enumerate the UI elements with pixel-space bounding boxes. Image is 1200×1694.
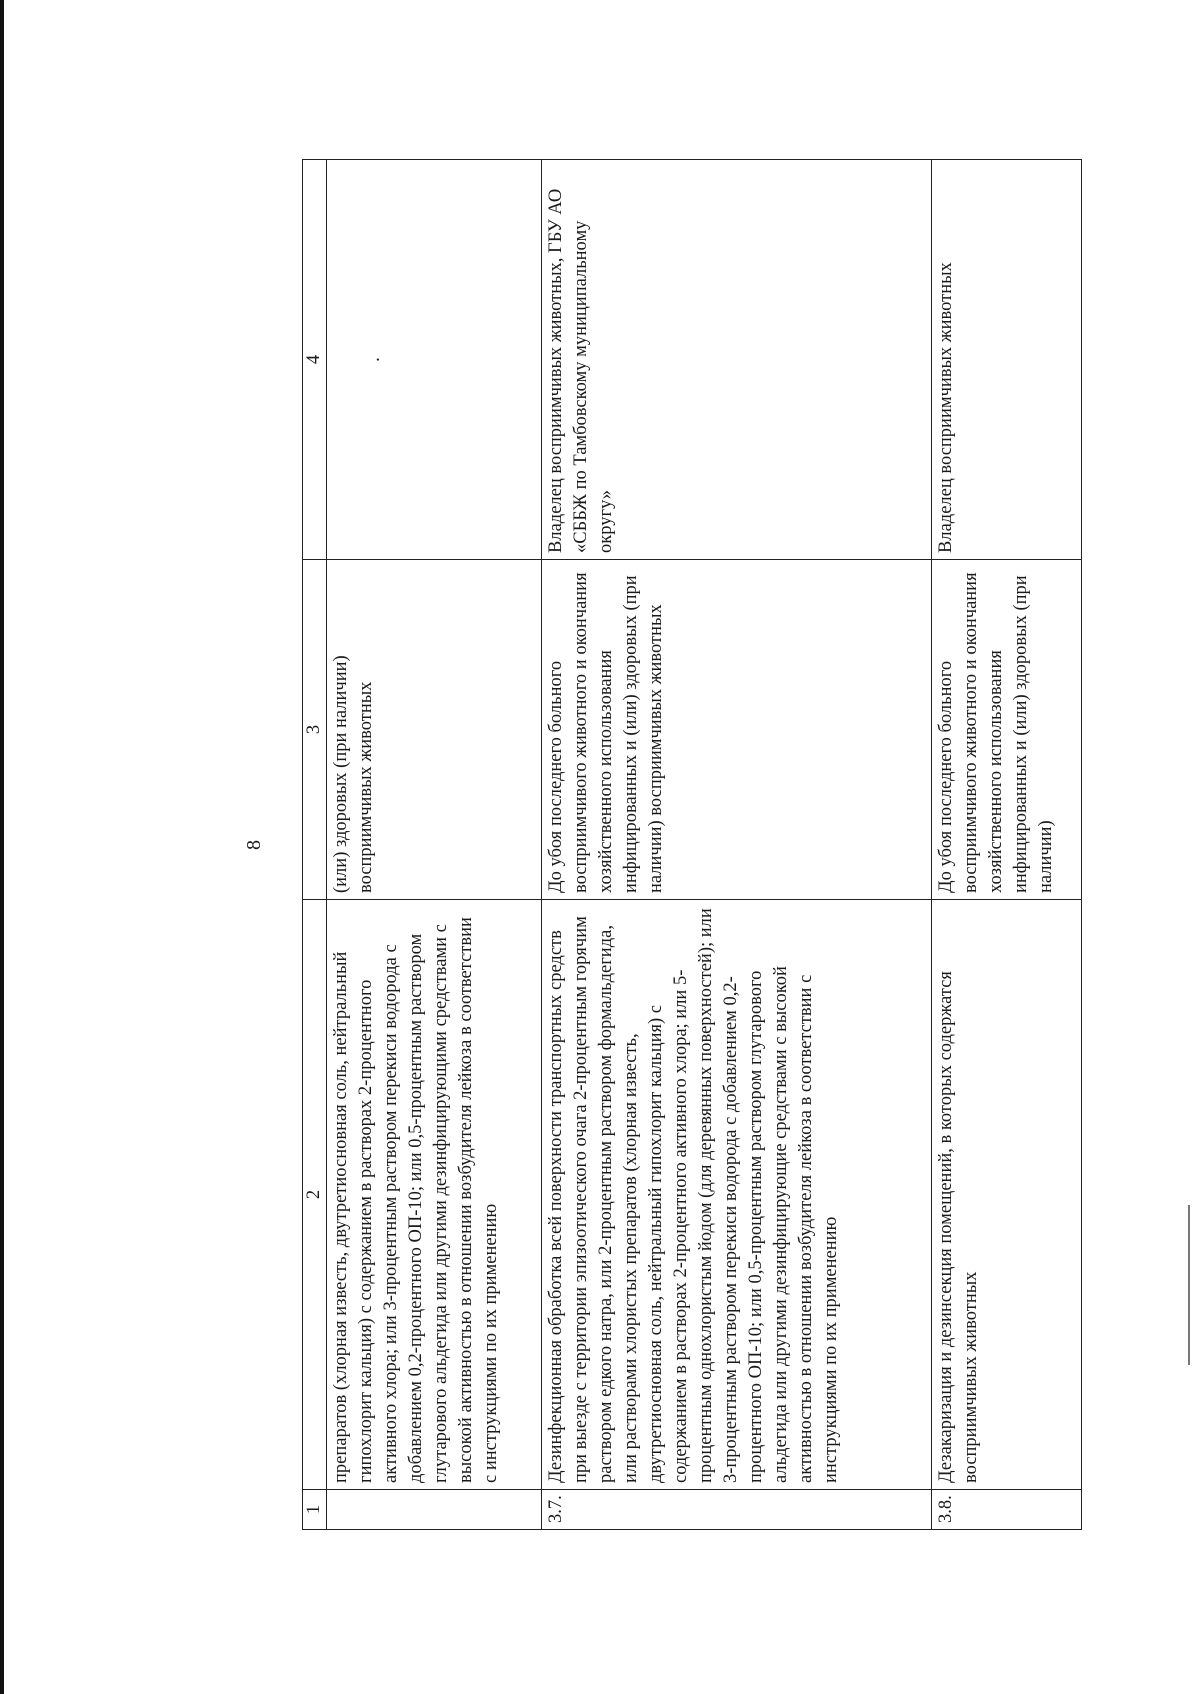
term-cell — [327, 560, 542, 900]
responsible-text: Владелец восприимчивых животных, ГБУ АО «СББЖ по Тамбовскому муниципальному округу» — [546, 188, 616, 553]
responsible-cell — [327, 160, 542, 560]
measure-cell — [542, 900, 932, 1490]
measures-table — [302, 159, 1082, 1530]
responsible-cell — [932, 160, 1082, 560]
scan-left-edge — [0, 0, 4, 1694]
scan-edge-mark — [1188, 1205, 1190, 1365]
measure-text: Дезакаризация и дезинсекция помещений, в которых содержатся восприимчивых животных — [936, 971, 981, 1483]
term-text: До убоя последнего больного восприимчивого животного и окончания хозяйственного использования инфицированных и (или) здоровых (при наличии) — [936, 572, 1056, 893]
responsible-cell — [542, 160, 932, 560]
row-number: 3.8. — [932, 1490, 1082, 1530]
responsible-text: · — [369, 356, 389, 363]
column-number-header: 2 — [303, 900, 327, 1490]
term-cell — [932, 560, 1082, 900]
column-number-header: 1 — [303, 1490, 327, 1530]
table-row — [327, 160, 542, 1530]
rotated-page — [242, 160, 1082, 1530]
row-number — [327, 1490, 542, 1530]
term-cell — [542, 560, 932, 900]
responsible-text: Владелец восприимчивых животных — [936, 262, 956, 553]
measure-cell — [932, 900, 1082, 1490]
table-header-row — [303, 160, 327, 1530]
measure-text: Дезинфекционная обработка всей поверхности транспортных средств при выезде с территории эпизоотического очага 2-процентным горячим раствором едкого натра, или 2-процентным раствором формальдегида, или растворами хлористых препаратов (хлорная известь, двутретиосновная соль, нейтральный гипохлорит кальция) с содержанием в растворах 2-процентного активного хлора; или 5-процентным однохлористым йодом (для деревянных поверхностей); или 3-процентным раствором перекиси водорода с добавлением 0,2-процентного ОП-10; или 0,5-процентным раствором глутарового альдегида или другими дезинфицирующие средствами с высокой активностью в отношении возбудителя лейкоза в соответствии с инструкциями по их применению — [546, 908, 841, 1483]
table-row — [932, 160, 1082, 1530]
row-number: 3.7. — [542, 1490, 932, 1530]
term-text: До убоя последнего больного восприимчивого животного и окончания хозяйственного использования инфицированных и (или) здоровых (при наличии) восприимчивых животных — [546, 572, 666, 893]
column-number-header: 4 — [303, 160, 327, 560]
table-row — [542, 160, 932, 1530]
measure-cell — [327, 900, 542, 1490]
column-number-header: 3 — [303, 560, 327, 900]
measure-text: препаратов (хлорная известь, двутретиосновная соль, нейтральный гипохлорит кальция) с содержанием в растворах 2-процентного активного хлора; или 3-процентным раствором перекиси водорода с добавлением 0,2-процентного ОП-10; или 0,5-процентным раствором глутарового альдегида или другими дезинфицирующими средствами с высокой активностью в отношении возбудителя лейкоза в соответствии с инструкциями по их применению — [331, 917, 501, 1483]
page-number: 8 — [243, 840, 265, 850]
term-text: (или) здоровых (при наличии) восприимчивых животных — [331, 655, 376, 893]
